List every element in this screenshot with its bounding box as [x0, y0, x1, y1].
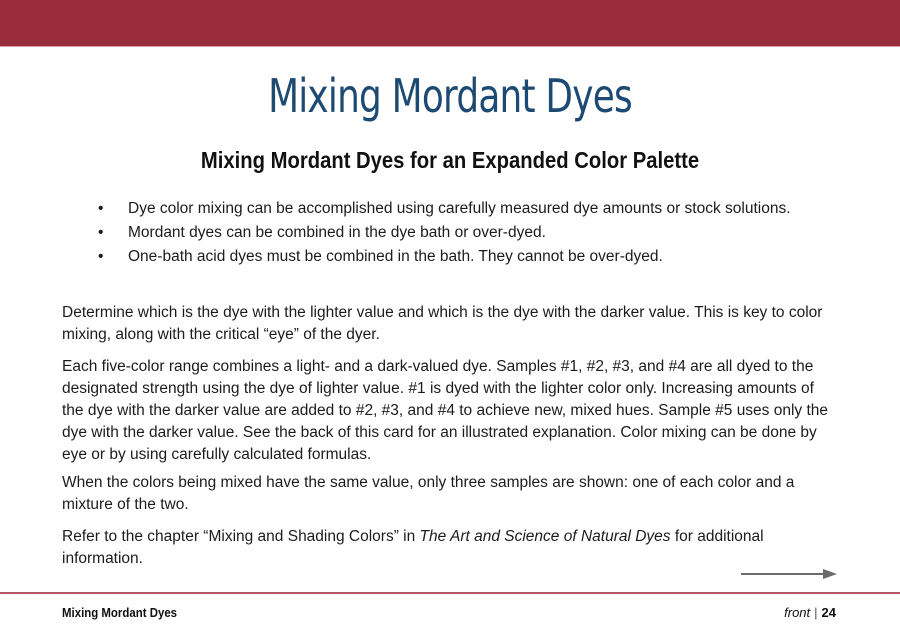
bullet-text: Mordant dyes can be combined in the dye bath or over-dyed.: [128, 224, 546, 241]
bullet-item: [92, 221, 807, 244]
card-side-label: front: [784, 605, 811, 620]
page-subtitle: Mixing Mordant Dyes for an Expanded Color Palette: [200, 147, 700, 173]
book-title: The Art and Science of Natural Dyes: [419, 528, 671, 545]
footer-separator: |: [814, 605, 818, 620]
reference-text-before: Refer to the chapter “Mixing and Shading Colors” in: [62, 528, 420, 545]
paragraph-five-color-range: Each five-color range combines a light- and a dark-valued dye. Samples #1, #2, #3, and #4 are all dyed to the designated strength using the dye of lighter value. #1 is dyed with the lighter color only. Increasing amounts of the dye with the darker value are added to #2, #3, and #4 to achieve new, mixed hues. Sample #5 uses only the dye with the darker value. See the back of this card for an illustrated explanation. Color mixing can be done by eye or by using carefully calculated formulas.: [62, 358, 829, 463]
bullet-list: [92, 197, 807, 269]
page-title: Mixing Mordant Dyes: [268, 69, 632, 123]
paragraph-same-value: When the colors being mixed have the same value, only three samples are shown: one of each color and a mixture of the two.: [62, 474, 795, 513]
bullet-text: Dye color mixing can be accomplished using carefully measured dye amounts or stock solutions.: [128, 200, 791, 217]
bullet-marker: •: [98, 248, 104, 265]
paragraph-reference: [62, 526, 837, 570]
paragraph-value-determination: Determine which is the dye with the lighter value and which is the dye with the darker value. This is key to color mixing, along with the critical “eye” of the dyer.: [62, 304, 823, 343]
footer-divider: [0, 592, 900, 594]
reference-text-after: for additional information.: [62, 528, 764, 567]
bullet-text: One-bath acid dyes must be combined in the bath. They cannot be over-dyed.: [128, 248, 663, 265]
page-number: 24: [821, 605, 836, 620]
bullet-marker: •: [98, 224, 104, 241]
bullet-item: [92, 197, 807, 220]
bullet-item: [92, 245, 807, 268]
arrow-right-icon[interactable]: [741, 568, 837, 580]
bullet-marker: •: [98, 200, 104, 217]
footer-page-info: [784, 605, 836, 620]
footer-section-title: Mixing Mordant Dyes: [62, 605, 178, 620]
top-color-band: [0, 0, 900, 47]
